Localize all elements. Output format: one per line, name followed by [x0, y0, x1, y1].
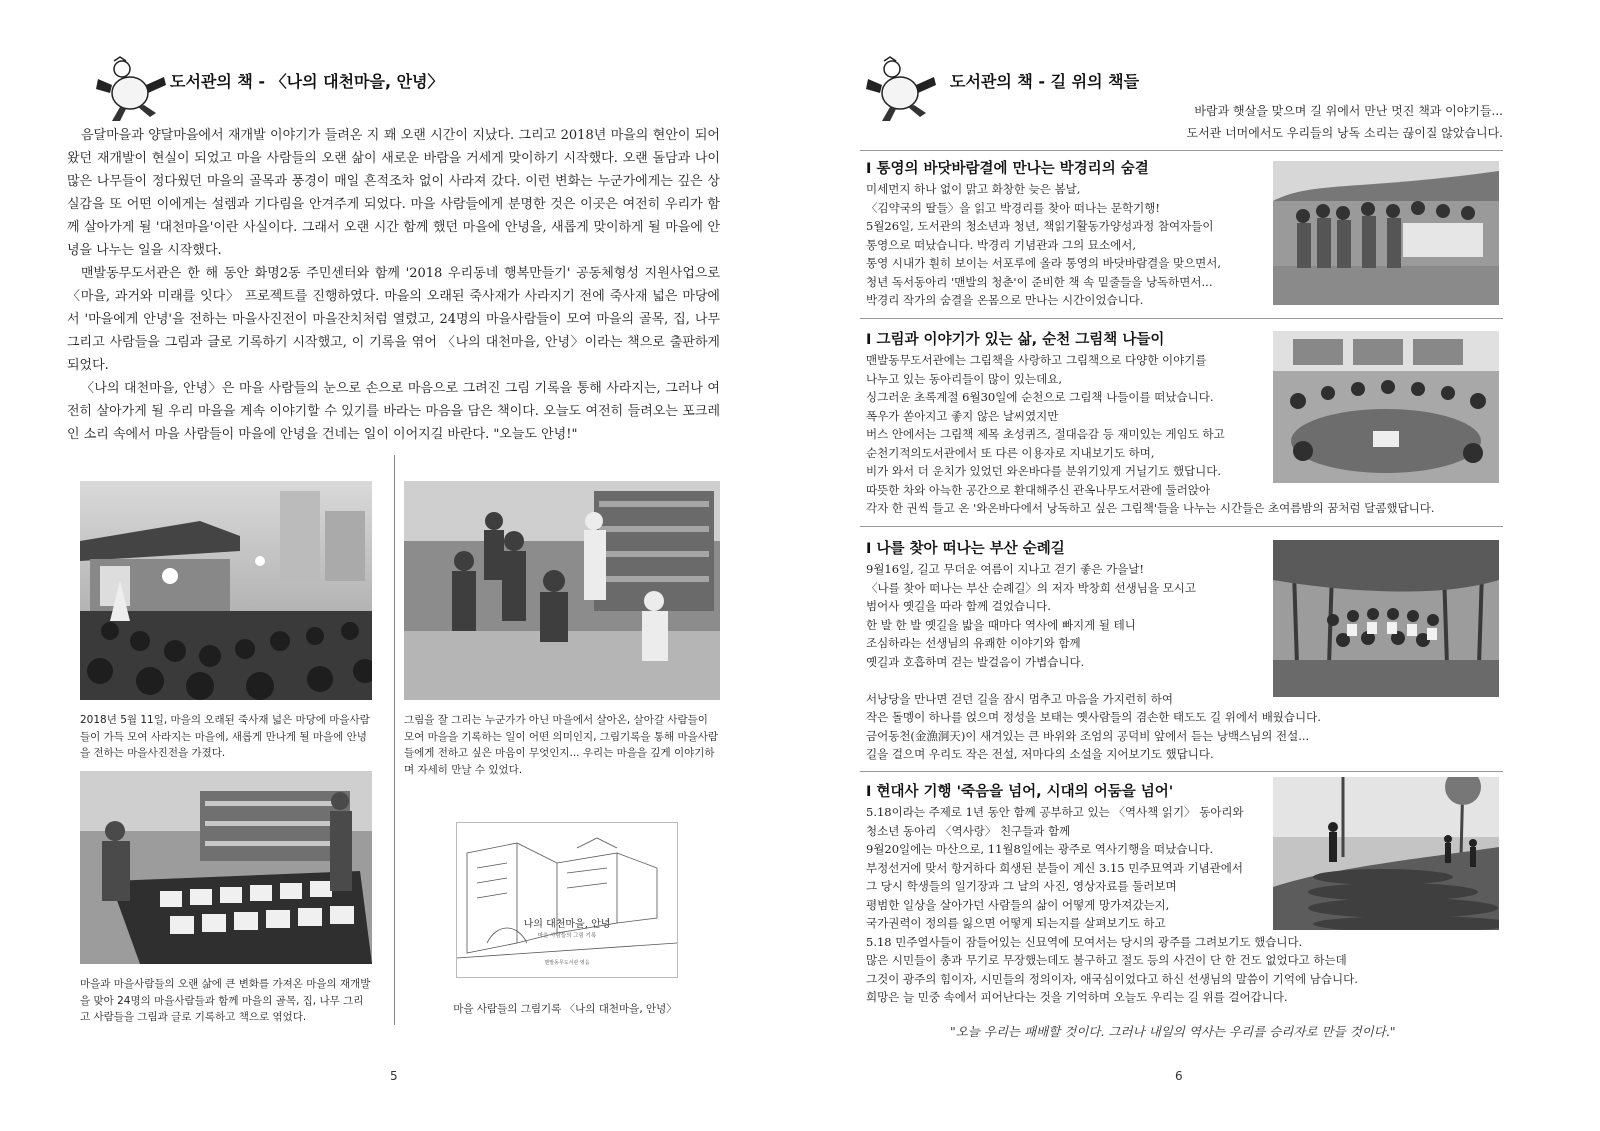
- text-line: 그것이 광주의 힘이자, 시민들의 정의이자, 애국심이었다고 하신 선생님의 말씀이 기억에 남습니다.: [866, 971, 1358, 986]
- text-line: 나누고 있는 동아리들이 많이 있는데요,: [866, 371, 1063, 386]
- photo-picture-book-circle: [1273, 331, 1499, 483]
- section-title: I 현대사 기행 '죽음을 넘어, 시대의 어둠을 넘어': [866, 784, 1174, 800]
- photo-busan-pilgrimage: [1273, 540, 1499, 697]
- text-line: 싱그러운 초록계절 6월30일에 순천으로 그림책 나들이를 떠났습니다.: [866, 390, 1214, 404]
- book-cover-image: [456, 822, 678, 978]
- column-divider: [394, 455, 395, 1025]
- article-body: [67, 124, 720, 446]
- closing-quote: "오늘 우리는 패배할 것이다. 그러나 내일의 역사는 우리를 승리자로 만들 것이다.": [950, 1024, 1396, 1039]
- book-cover-subtitle: 마을 사람들의 그림 기록: [537, 933, 597, 939]
- text-line: 금어동천(金漁洞天)이 새겨있는 큰 바위와 조엄의 공덕비 앞에서 듣는 낭백스님의 전설...: [866, 728, 1310, 743]
- text-line: 통영 시내가 훤히 보이는 서포루에 올라 통영의 바닷바람결을 맞으면서,: [866, 256, 1222, 270]
- book-cover-title: 나의 대천마을, 안녕: [523, 919, 611, 930]
- photo-caption: 2018년 5월 11일, 마을의 오래된 죽사재 넓은 마당에 마을사람들이 가득 모여 사라지는 마을에, 새롭게 만나게 될 마을에 안녕을 전하는 마을사진전을 가졌다.: [80, 714, 370, 759]
- photo-caption: 마을과 마을사람들의 오랜 삶에 큰 변화를 가져온 마을의 재개발을 맞아 24명의 마을사람들과 함께 마을의 골목, 집, 나무 그리고 사람들을 그림과 글로 기록하고 책으로 엮었다.: [80, 978, 371, 1023]
- text-line: 따뜻한 차와 아늑한 공간으로 환대해주신 관옥나무도서관에 둘러앉아: [866, 482, 1211, 497]
- intro-block: [1100, 100, 1503, 146]
- text-line: 그 당시 학생들의 일기장과 그 날의 사진, 영상자료를 둘러보며: [866, 879, 1177, 893]
- photo-courtyard-exhibition: [80, 481, 372, 700]
- section-divider: [860, 150, 1503, 151]
- text-line: 순천기적의도서관에서 또 다른 이용자로 지내보기도 하며,: [866, 445, 1155, 460]
- text-line: 〈김약국의 딸들〉을 읽고 박경리를 찾아 떠나는 문학기행!: [866, 200, 1160, 215]
- paragraph: 〈나의 대천마을, 안녕〉은 마을 사람들의 눈으로 손으로 마음으로 그려진 그림 기록을 통해 사라지는, 그러나 여전히 살아가게 될 우리 마을을 계속 이야기할 수 있기를 바라는 마음을 담은 책이다. 오늘도 여전히 들려오는 포크레인 소리 속에서 마을 사람들이 마을에 안녕을 건네는 일이 이어지길 바란다. "오늘도 안녕!": [67, 381, 720, 442]
- section-title: I 나를 찾아 떠나는 부산 순례길: [866, 541, 1065, 557]
- text-line: 박경리 작가의 숨결을 온몸으로 만나는 시간이었습니다.: [866, 293, 1144, 307]
- text-line: 많은 시민들이 총과 무기로 무장했는데도 불구하고 절도 등의 사건이 단 한 건도 없었다고 하는데: [866, 953, 1347, 967]
- photo-history-tour: [1273, 777, 1499, 930]
- photo-caption: 그림을 잘 그리는 누군가가 아닌 마을에서 살아온, 살아갈 사람들이 모여 마을을 기록하는 일이 어떤 의미인지, 그림기록을 통해 마을사람들에게 전하고 싶은 마음이 무엇인지... 우리는 마을을 깊게 이야기하며 자세히 만날 수 있었다.: [404, 714, 719, 776]
- text-line: 작은 돌멩이 하나를 얹으며 정성을 보태는 옛사람들의 겸손한 태도도 길 위에서 배웠습니다.: [866, 710, 1321, 724]
- text-line: 통영으로 떠났습니다. 박경리 기념관과 그의 묘소에서,: [866, 237, 1136, 252]
- text-line: 국가권력이 정의를 잃으면 어떻게 되는지를 살펴보기도 하고: [866, 916, 1166, 930]
- text-line: 한 발 한 발 옛길을 밟을 때마다 역사에 빠지게 될 테니: [866, 617, 1136, 632]
- text-line: 평범한 일상을 살아가던 사람들의 삶이 어떻게 망가져갔는지,: [866, 897, 1170, 912]
- section-divider: [860, 526, 1503, 527]
- text-line: 〈나를 찾아 떠나는 부산 순례길〉의 저자 박창희 선생님을 모시고: [866, 580, 1196, 595]
- text-line: 5.18이라는 주제로 1년 동안 함께 공부하고 있는 〈역사책 읽기〉 동아리와: [866, 805, 1244, 819]
- photo-drawings-table: [80, 771, 372, 964]
- page-title: 도서관의 책 - 〈나의 대천마을, 안녕〉: [170, 72, 444, 91]
- intro-line: 바람과 햇살을 맞으며 길 위에서 만난 멋진 책과 이야기들...: [1194, 104, 1503, 118]
- paragraph: 맨발동무도서관은 한 해 동안 화명2동 주민센터와 함께 '2018 우리동네 행복만들기' 공동체형성 지원사업으로 〈마을, 과거와 미래를 잇다〉 프로젝트를 진행하였다. 마을의 오래된 죽사재가 사라지기 전에 죽사재 넓은 마당에서 '마을에게 안녕'을 전하는 마을사진전이 마을잔치처럼 열렸고, 24명의 마을사람들이 모여 마을의 골목, 집, 나무 그리고 사람들을 그림과 글로 기록하기 시작했고, 이 기록을 엮어 〈나의 대천마을, 안녕〉이라는 책으로 출판하게 되었다.: [67, 266, 720, 373]
- page-title: 도서관의 책 - 길 위의 책들: [950, 72, 1140, 91]
- text-line: 범어사 옛길을 따라 함께 걸었습니다.: [866, 599, 1051, 613]
- section-divider: [860, 771, 1503, 772]
- text-line: 조심하라는 선생님의 유쾌한 이야기와 함께: [866, 636, 1081, 650]
- book-caption: 마을 사람들의 그림기록 〈나의 대천마을, 안녕〉: [453, 1003, 677, 1015]
- section-divider: [860, 318, 1503, 319]
- book-cover-publisher: 맨발동무도서관 엮음: [544, 960, 590, 966]
- section-body: [866, 180, 1221, 310]
- text-line: 청소년 동아리 〈역사랑〉 친구들과 함께: [866, 823, 1071, 838]
- text-line: 청년 독서동아리 '맨발의 청춘'이 준비한 책 속 밑줄들을 낭독하면서...: [866, 274, 1213, 289]
- page-number: 5: [390, 1069, 398, 1083]
- left-header: [90, 55, 540, 125]
- paragraph: 음달마을과 양달마을에서 재개발 이야기가 들려온 지 꽤 오랜 시간이 지났다. 그리고 2018년 마을의 현안이 되어 왔던 재개발이 현실이 되었고 마을 사람들의 오랜 삶이 새로운 바람을 거세게 맞이하기 시작했다. 오랜 돌담과 나이 많은 나무들이 정다웠던 마을의 골목과 풍경이 매일 흔적조차 없이 사라져 갔다. 이런 변화는 누군가에게는 깊은 상실감을 또 어떤 이에게는 설렘과 기다림을 안겨주게 되었다. 마을 사람들에게 분명한 것은 이곳은 여전히 우리가 함께 살아가게 될 '대천마을'이란 사실이다. 그래서 오랜 시간 함께 했던 마을에 안녕을, 새롭게 맞이하게 될 마을에 안녕을 나누는 일을 시작했다.: [67, 128, 720, 258]
- text-line: 버스 안에서는 그림책 제목 초성퀴즈, 절대음감 등 재미있는 게임도 하고: [866, 427, 1225, 441]
- text-line: 옛길과 호흡하며 걷는 발걸음이 가볍습니다.: [866, 654, 1085, 669]
- text-line: 희망은 늘 민중 속에서 피어난다는 것을 기억하며 오늘도 우리는 길 위를 걸어갑니다.: [866, 990, 1288, 1004]
- text-line: 5월26일, 도서관의 청소년과 청년, 책읽기활동가양성과정 참여자들이: [866, 219, 1214, 233]
- intro-line: 도서관 너머에서도 우리들의 낭독 소리는 끊이질 않았습니다.: [1186, 126, 1503, 140]
- text-line: 미세먼지 하나 없이 맑고 화창한 늦은 봄날,: [866, 182, 1081, 196]
- text-line: 9월20일에는 마산으로, 11월8일에는 광주로 역사기행을 떠났습니다.: [866, 842, 1214, 856]
- photo-tongyeong-group: [1273, 161, 1499, 305]
- text-line: 각자 한 권씩 들고 온 '와온바다에서 낭독하고 싶은 그림책'들을 나누는 시간들은 초여름밤의 꿈처럼 달콤했답니다.: [866, 501, 1435, 515]
- text-line: 9월16일, 길고 무더운 여름이 지나고 걷기 좋은 가을날!: [866, 562, 1144, 576]
- text-line: 폭우가 쏟아지고 좋지 않은 날씨였지만: [866, 408, 1059, 423]
- text-line: 부정선거에 맞서 항거하다 희생된 분들이 계신 3.15 민주묘역과 기념관에서: [866, 860, 1244, 875]
- text-line: [866, 671, 1321, 690]
- text-line: 5.18 민주열사들이 잠들어있는 신묘역에 모여서는 당시의 광주를 그려보기도 했습니다.: [866, 934, 1303, 949]
- section-body: [866, 560, 1321, 764]
- right-page: [800, 0, 1600, 1131]
- page-number: 6: [1175, 1069, 1183, 1083]
- photo-library-meeting: [404, 481, 720, 700]
- text-line: 서낭당을 만나면 걷던 길을 잠시 멈추고 마음을 가지런히 하여: [866, 691, 1173, 706]
- section-title: I 통영의 바닷바람결에 만나는 박경리의 숨결: [866, 161, 1149, 177]
- text-line: 비가 와서 더 운치가 있었던 와온바다를 분위기있게 거닐기도 했답니다.: [866, 464, 1222, 478]
- text-line: 맨발동무도서관에는 그림책을 사랑하고 그림책으로 다양한 이야기를: [866, 353, 1207, 367]
- runner-mascot-icon: [90, 55, 170, 123]
- runner-mascot-icon: [860, 55, 940, 123]
- section-title: I 그림과 이야기가 있는 삶, 순천 그림책 나들이: [866, 332, 1165, 348]
- text-line: 길을 걸으며 우리도 작은 전설, 저마다의 소설을 지어보기도 했답니다.: [866, 747, 1214, 761]
